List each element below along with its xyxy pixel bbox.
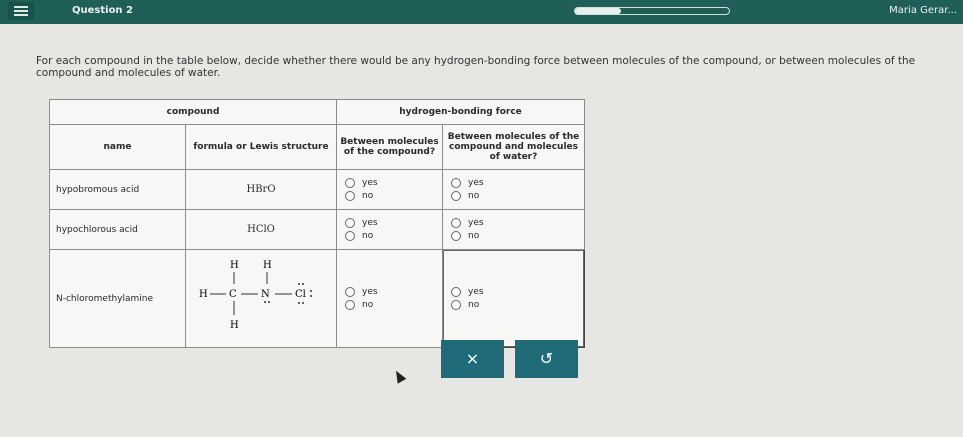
lewis-h-top-left: H — [230, 260, 239, 271]
lone-pair-dot — [298, 283, 300, 285]
col-between-water: Between molecules of the compound and molecules of water? — [443, 125, 585, 170]
lone-pair-dot — [310, 290, 312, 292]
lone-pair-dot — [302, 302, 304, 304]
question-prompt: For each compound in the table below, decide whether there would be any hydrogen-bonding force between molecules of the compound, or between molecules of the compound and molecules of water. — [36, 55, 916, 79]
option-no[interactable]: no — [451, 190, 583, 203]
lone-pair-dot — [264, 301, 266, 303]
col-between-compound: Between molecules of the compound? — [337, 125, 443, 170]
compound-name: hypobromous acid — [50, 170, 186, 210]
lewis-h-left: H — [199, 289, 208, 300]
compound-table — [49, 99, 585, 348]
col-formula: formula or Lewis structure — [186, 125, 337, 170]
action-buttons — [441, 340, 578, 378]
table-row — [50, 210, 585, 250]
option-no[interactable]: no — [345, 230, 441, 243]
top-bar — [0, 0, 963, 24]
radio-icon[interactable] — [345, 300, 355, 310]
table-row — [50, 250, 585, 348]
compound-formula: HBrO — [186, 170, 337, 210]
radio-icon[interactable] — [451, 300, 461, 310]
close-button[interactable]: × — [441, 340, 504, 378]
compound-name: N-chloromethylamine — [50, 250, 186, 348]
water-hbond-options — [443, 250, 585, 348]
radio-icon[interactable] — [451, 231, 461, 241]
question-title: Question 2 — [72, 5, 133, 16]
lewis-h-bottom: H — [230, 320, 239, 331]
lone-pair-dot — [302, 283, 304, 285]
option-yes[interactable]: yes — [451, 177, 583, 190]
option-yes[interactable]: yes — [451, 217, 583, 230]
menu-icon[interactable] — [8, 2, 34, 20]
water-hbond-options — [443, 170, 585, 210]
user-name[interactable]: Maria Gerar... — [889, 5, 957, 16]
radio-icon[interactable] — [451, 218, 461, 228]
option-no[interactable]: no — [345, 299, 441, 312]
option-no[interactable]: no — [451, 299, 583, 312]
water-hbond-options — [443, 210, 585, 250]
mouse-cursor-icon — [392, 368, 407, 383]
compound-hbond-options — [337, 250, 443, 348]
compound-hbond-options — [337, 210, 443, 250]
radio-icon[interactable] — [345, 178, 355, 188]
lone-pair-dot — [298, 302, 300, 304]
radio-icon[interactable] — [451, 191, 461, 201]
lone-pair-dot — [310, 295, 312, 297]
radio-icon[interactable] — [345, 231, 355, 241]
lewis-n: N — [261, 289, 270, 300]
undo-button[interactable]: ↺ — [515, 340, 578, 378]
radio-icon[interactable] — [451, 287, 461, 297]
option-yes[interactable]: yes — [345, 217, 441, 230]
lewis-c: C — [229, 289, 237, 300]
compound-name: hypochlorous acid — [50, 210, 186, 250]
radio-icon[interactable] — [451, 178, 461, 188]
option-yes[interactable]: yes — [451, 286, 583, 299]
option-no[interactable]: no — [345, 190, 441, 203]
lewis-structure-drawing — [191, 254, 331, 340]
lone-pair-dot — [268, 301, 270, 303]
header-hbond: hydrogen-bonding force — [337, 100, 585, 125]
col-name: name — [50, 125, 186, 170]
option-yes[interactable]: yes — [345, 177, 441, 190]
progress-fill — [575, 8, 621, 14]
lewis-structure — [186, 250, 337, 348]
option-no[interactable]: no — [451, 230, 583, 243]
radio-icon[interactable] — [345, 191, 355, 201]
table-row — [50, 170, 585, 210]
lewis-cl: Cl — [295, 289, 306, 300]
lewis-h-top-right: H — [263, 260, 272, 271]
radio-icon[interactable] — [345, 218, 355, 228]
header-compound: compound — [50, 100, 337, 125]
progress-bar — [574, 7, 730, 15]
radio-icon[interactable] — [345, 287, 355, 297]
option-yes[interactable]: yes — [345, 286, 441, 299]
compound-formula: HClO — [186, 210, 337, 250]
compound-hbond-options — [337, 170, 443, 210]
